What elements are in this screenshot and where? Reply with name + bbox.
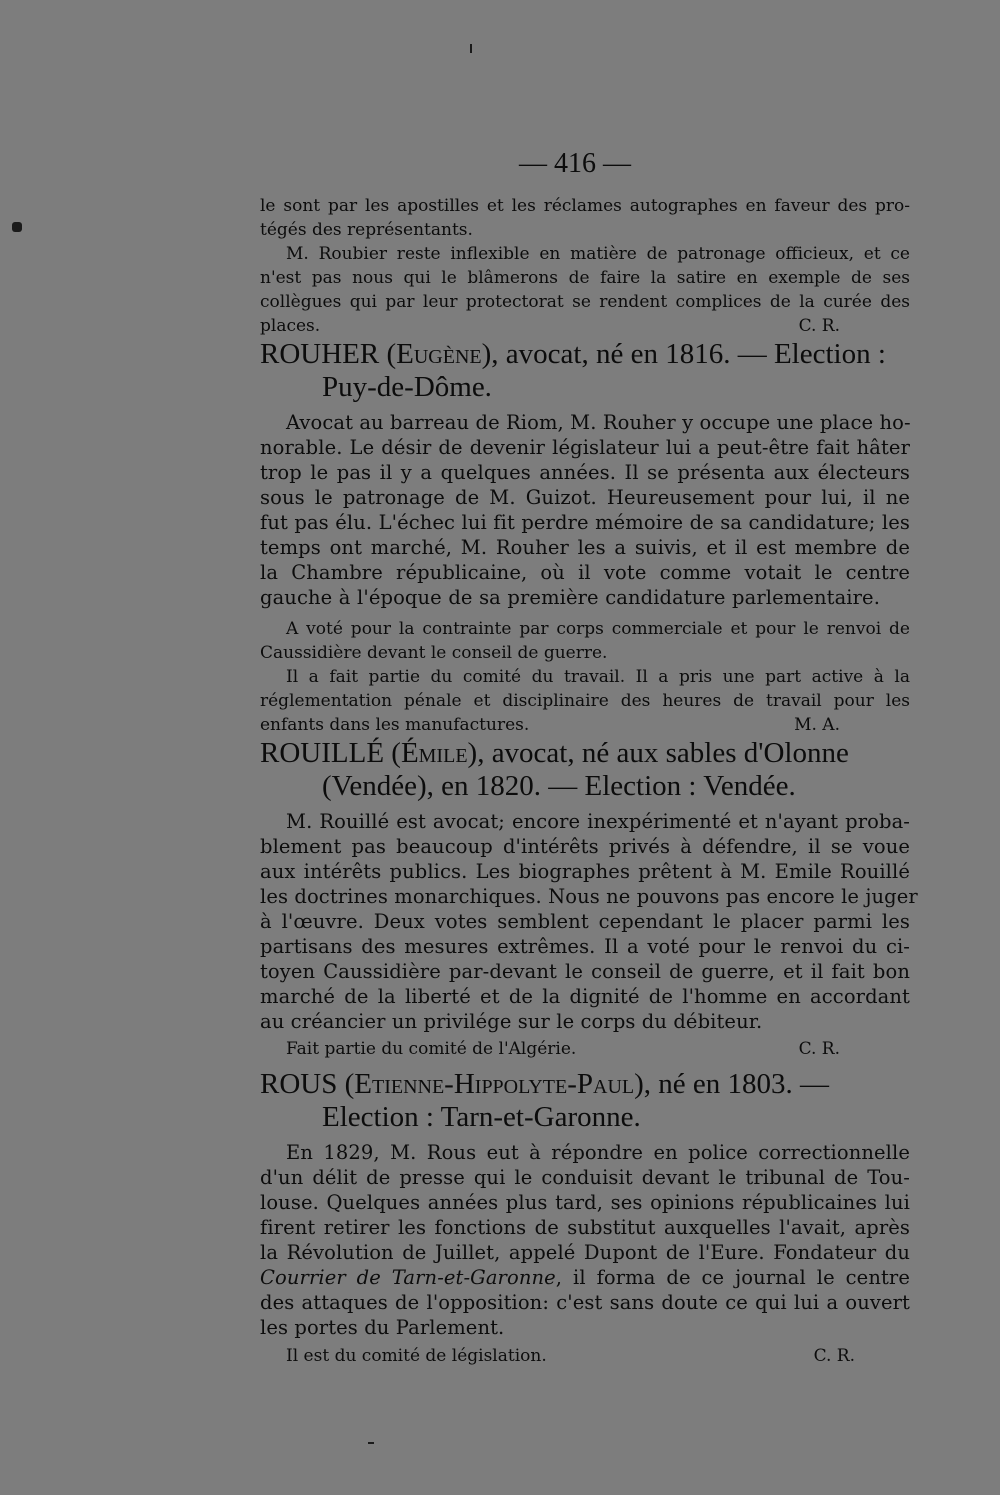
text-line xyxy=(260,1344,910,1368)
text-line: A voté pour la contrainte par corps commerciale et pour le renvoi de xyxy=(286,619,910,639)
entry-heading-rouher xyxy=(260,338,910,404)
entry-note-rouille xyxy=(260,1037,910,1061)
entry-first-name: (Etienne-Hippolyte-Paul) xyxy=(344,1068,644,1100)
text-line: collègues qui par leur protectorat se rendent complices de la curée des xyxy=(260,292,910,312)
text-line: blement pas beaucoup d'intérêts privés à défendre, il se voue xyxy=(260,835,910,858)
text-line-part: Fait partie du comité de l'Algérie. xyxy=(286,1039,577,1059)
text-line: Caussidière devant le conseil de guerre. xyxy=(260,643,608,663)
heading-line xyxy=(260,737,910,770)
entry-first-name: (Émile) xyxy=(391,737,478,769)
text-line-part: Il est du comité de législation. xyxy=(286,1346,547,1366)
text-line: sous le patronage de M. Guizot. Heureusement pour lui, il ne xyxy=(260,486,910,509)
text-line: toyen Caussidière par-devant le conseil de guerre, et il fait bon xyxy=(260,960,910,983)
text-line: M. Roubier reste inflexible en matière de patronage officieux, et ce xyxy=(286,244,910,264)
text-line: partisans des mesures extrêmes. Il a voté pour le renvoi du ci- xyxy=(260,935,910,958)
text-line: n'est pas nous qui le blâmerons de faire la satire en exemple de ses xyxy=(260,268,910,288)
text-line: aux intérêts publics. Les biographes prêtent à M. Emile Rouillé xyxy=(260,860,910,883)
entry-body-rouher xyxy=(260,410,910,610)
text-line: firent retirer les fonctions de substitut auxquelles l'avait, après xyxy=(260,1216,910,1239)
text-line: gauche à l'époque de sa première candidature parlementaire. xyxy=(260,586,880,609)
text-line xyxy=(260,1265,910,1290)
text-line: trop le pas il y a quelques années. Il se présenta aux électeurs xyxy=(260,461,910,484)
text-line-part: enfants dans les manufactures. xyxy=(260,715,530,735)
entry-name: ROUILLÉ xyxy=(260,737,385,769)
text-line: la Révolution de Juillet, appelé Dupont de l'Eure. Fondateur du xyxy=(260,1241,910,1264)
text-line: d'un délit de presse qui le conduisit devant le tribunal de Tou- xyxy=(260,1166,910,1189)
entry-note-rous xyxy=(260,1344,910,1368)
text-line: tégés des représentants. xyxy=(260,220,473,240)
text-line: temps ont marché, M. Rouher les a suivis, et il est membre de xyxy=(260,536,910,559)
entry-heading-rest: , né en 1803. — xyxy=(643,1068,830,1100)
entry-heading-rest: , avocat, né aux sables d'Olonne xyxy=(477,737,849,769)
page-number: — 416 — xyxy=(519,148,631,179)
heading-line: Election : Tarn-et-Garonne. xyxy=(322,1101,641,1133)
entry-notes-rouher xyxy=(260,617,910,737)
signature: C. R. xyxy=(798,1039,840,1059)
heading-line: (Vendée), en 1820. — Election : Vendée. xyxy=(322,770,796,802)
text-line: les doctrines monarchiques. Nous ne pouvons pas encore le juger xyxy=(260,885,918,908)
signature: C. R. xyxy=(798,316,840,336)
text-line: Il a fait partie du comité du travail. Il a pris une part active à la xyxy=(286,667,910,687)
text-line: louse. Quelques années plus tard, ses opinions républicaines lui xyxy=(260,1191,910,1214)
signature: C. R. xyxy=(813,1346,855,1366)
text-line: Avocat au barreau de Riom, M. Rouher y occupe une place ho- xyxy=(286,411,911,434)
heading-line xyxy=(260,338,910,371)
signature: M. A. xyxy=(794,715,840,735)
text-line: les portes du Parlement. xyxy=(260,1316,505,1339)
text-line xyxy=(260,314,910,338)
entry-body-rouille xyxy=(260,809,918,1034)
text-line: le sont par les apostilles et les réclames autographes en faveur des pro- xyxy=(260,196,910,216)
text-line: à l'œuvre. Deux votes semblent cependant le placer parmi les xyxy=(260,910,910,933)
text-line-part: places. xyxy=(260,316,321,336)
text-line: norable. Le désir de devenir législateur lui a peut-être fait hâter xyxy=(260,436,910,459)
entry-heading-rest: , avocat, né en 1816. — Election : xyxy=(491,338,886,370)
text-line: au créancier un privilége sur le corps du débiteur. xyxy=(260,1010,763,1033)
heading-line xyxy=(260,1068,910,1101)
text-line: la Chambre républicaine, où il vote comme votait le centre xyxy=(260,561,910,584)
journal-title: Courrier de Tarn-et-Garonne xyxy=(260,1266,556,1289)
text-line xyxy=(260,1037,910,1061)
intro-paragraph xyxy=(260,194,910,338)
text-line: En 1829, M. Rous eut à répondre en police correctionnelle xyxy=(286,1141,910,1164)
text-line xyxy=(260,713,910,737)
text-line: réglementation pénale et disciplinaire des heures de travail pour les xyxy=(260,691,910,711)
entry-heading-rouille xyxy=(260,737,910,803)
text-line: marché de la liberté et de la dignité de l'homme en accordant xyxy=(260,985,910,1008)
entry-heading-rous xyxy=(260,1068,910,1134)
entry-name: ROUS xyxy=(260,1068,338,1100)
entry-name: ROUHER xyxy=(260,338,380,370)
heading-line: Puy-de-Dôme. xyxy=(322,371,492,403)
entry-first-name: (Eugène) xyxy=(386,338,492,370)
entry-body-rous xyxy=(260,1140,910,1340)
text-line: des attaques de l'opposition: c'est sans doute ce qui lui a ouvert xyxy=(260,1291,910,1314)
text-line-part: , il forma de ce journal le centre xyxy=(555,1266,910,1289)
text-line: fut pas élu. L'échec lui fit perdre mémoire de sa candidature; les xyxy=(260,511,910,534)
text-line: M. Rouillé est avocat; encore inexpérimenté et n'ayant proba- xyxy=(286,810,910,833)
